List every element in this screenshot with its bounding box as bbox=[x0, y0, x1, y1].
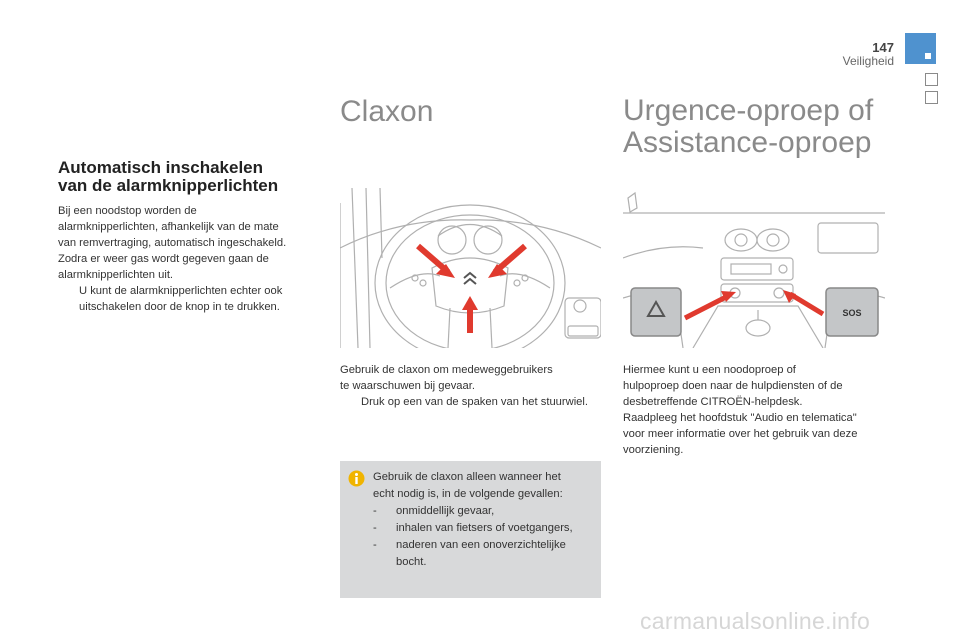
left-heading-line: van de alarmknipperlichten bbox=[58, 176, 279, 195]
bullet-item bbox=[58, 283, 323, 315]
note-item-line: naderen van een onoverzichtelijke bbox=[396, 539, 566, 551]
note-item-text: onmiddellijk gevaar, bbox=[396, 505, 495, 517]
note-item-text: inhalen van fietsers of voetgangers, bbox=[396, 522, 573, 534]
paragraph-line: desbetreffende CITROËN-helpdesk. bbox=[623, 396, 803, 408]
sos-body bbox=[623, 362, 893, 458]
paragraph-line: alarmknipperlichten, afhankelijk van de mate bbox=[58, 221, 279, 233]
section-tab[interactable] bbox=[925, 73, 938, 86]
section-tab-active[interactable] bbox=[905, 33, 936, 64]
paragraph-line: hulpoproep doen naar de hulpdiensten of de bbox=[623, 380, 843, 392]
claxon-title: Claxon bbox=[340, 95, 434, 128]
note-line: echt nodig is, in de volgende gevallen: bbox=[373, 488, 563, 500]
paragraph-line: Hiermee kunt u een noodoproep of bbox=[623, 364, 796, 376]
paragraph-line: van remvertraging, automatisch ingeschakeld. bbox=[58, 237, 287, 249]
dash-marker: - bbox=[373, 539, 377, 551]
note-text bbox=[373, 469, 598, 571]
left-body bbox=[58, 203, 323, 315]
paragraph-line: alarmknipperlichten uit. bbox=[58, 269, 174, 281]
note-list-item bbox=[373, 503, 598, 520]
dash-marker: - bbox=[373, 522, 377, 534]
bullet-text bbox=[79, 283, 282, 315]
left-heading bbox=[58, 159, 323, 195]
paragraph-line: voor meer informatie over het gebruik van deze bbox=[623, 428, 858, 440]
note-list-item bbox=[373, 520, 598, 537]
bullet-marker bbox=[340, 394, 361, 410]
info-icon bbox=[348, 470, 365, 487]
steering-wheel-illustration bbox=[340, 188, 601, 348]
page-number: 147 bbox=[872, 40, 894, 55]
tab-dot bbox=[925, 53, 931, 59]
bullet-line: uitschakelen door de knop in te drukken. bbox=[79, 301, 280, 313]
claxon-body bbox=[340, 362, 602, 410]
note-item-line: bocht. bbox=[396, 556, 427, 568]
bullet-marker bbox=[58, 283, 79, 315]
dash-marker: - bbox=[373, 505, 377, 517]
note-line: Gebruik de claxon alleen wanneer het bbox=[373, 471, 561, 483]
hazard-button-closeup bbox=[631, 288, 681, 336]
sos-title bbox=[623, 95, 923, 159]
paragraph-line: Raadpleeg het hoofdstuk "Audio en telematica" bbox=[623, 412, 857, 424]
console-illustration bbox=[623, 188, 885, 348]
paragraph-line: te waarschuwen bij gevaar. bbox=[340, 380, 475, 392]
bullet-line: U kunt de alarmknipperlichten echter ook bbox=[79, 285, 283, 297]
sos-label: SOS bbox=[842, 308, 862, 318]
section-name: Veiligheid bbox=[842, 54, 894, 68]
note-list-item bbox=[373, 537, 598, 571]
left-heading-line: Automatisch inschakelen bbox=[58, 158, 264, 177]
paragraph-line: Bij een noodstop worden de bbox=[58, 205, 197, 217]
paragraph-line: voorziening. bbox=[623, 444, 684, 456]
bullet-item bbox=[340, 394, 602, 410]
section-tab[interactable] bbox=[925, 91, 938, 104]
sos-title-line: Urgence-oproep of bbox=[623, 94, 874, 127]
sos-title-line: Assistance-oproep bbox=[623, 126, 872, 159]
bullet-text: Druk op een van de spaken van het stuurwiel. bbox=[361, 396, 588, 408]
paragraph-line: Zodra er weer gas wordt gegeven gaan de bbox=[58, 253, 269, 265]
watermark: carmanualsonline.info bbox=[640, 608, 871, 634]
note-item-text bbox=[396, 537, 566, 571]
paragraph-line: Gebruik de claxon om medeweggebruikers bbox=[340, 364, 553, 376]
